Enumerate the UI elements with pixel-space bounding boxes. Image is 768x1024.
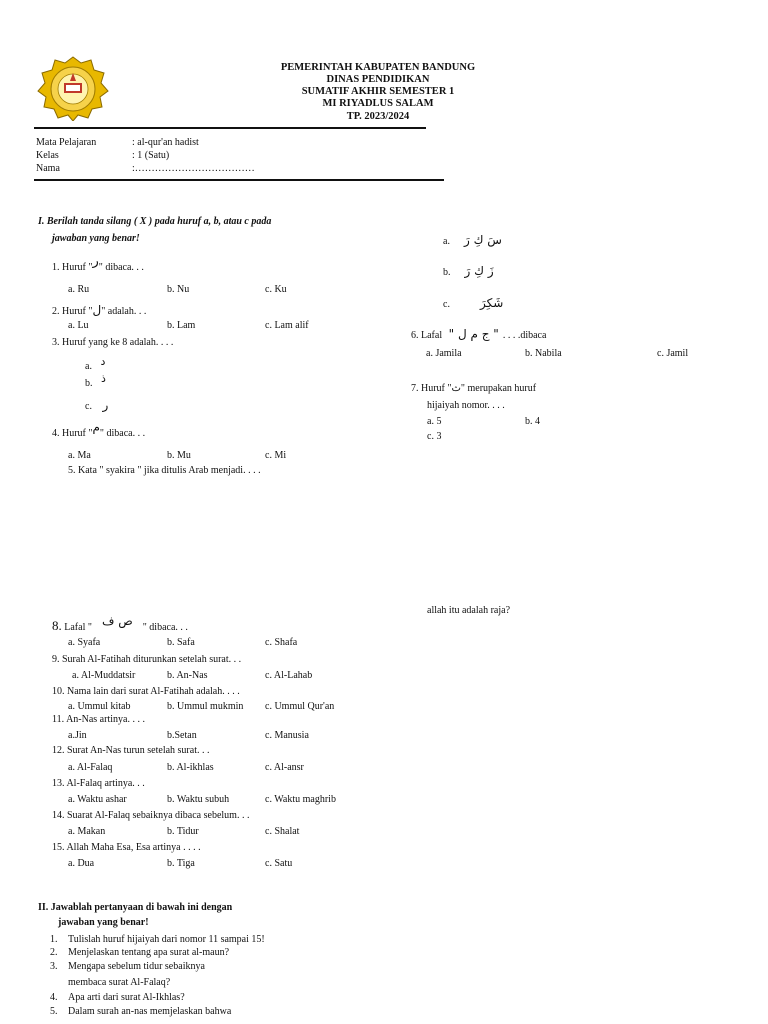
question-13: 13. Al-Falaq artinya. . .: [52, 778, 145, 789]
section2-title: II. Jawablah pertanyaan di bawah ini dengan: [38, 902, 233, 913]
q3-option-a[interactable]: a. د: [85, 355, 106, 372]
q13-option-c[interactable]: c. Waktu maghrib: [265, 794, 336, 805]
essay-item-text: Dalam surah an-nas memjelaskan bahwa: [68, 1006, 232, 1017]
q10-option-c[interactable]: c. Ummul Qur'an: [265, 701, 335, 712]
q11-option-a[interactable]: a.Jin: [68, 730, 87, 741]
q5-option-a[interactable]: a. سَ كِ رَ: [443, 233, 502, 247]
q12-option-a[interactable]: a. Al-Falaq: [68, 762, 113, 773]
question-fragment: allah itu adalah raja?: [427, 605, 511, 616]
class-value: : 1 (Satu): [132, 150, 170, 161]
q10-option-b[interactable]: b. Ummul mukmin: [167, 701, 244, 712]
q10-option-a[interactable]: a. Ummul kitab: [68, 701, 131, 712]
q12-option-b[interactable]: b. Al-ikhlas: [167, 762, 214, 773]
question-11: 11. An-Nas artinya. . . .: [52, 714, 145, 725]
q9-option-b[interactable]: b. An-Nas: [167, 670, 208, 681]
q11-option-b[interactable]: b.Setan: [167, 730, 197, 741]
question-6: 6. Lafal " ج م ل " . . . .dibaca: [411, 327, 547, 341]
question-2: 2. Huruf "ل" adalah. . .: [52, 303, 147, 317]
essay-item-text: Apa arti dari surat Al-Ikhlas?: [68, 992, 185, 1003]
q14-option-b[interactable]: b. Tidur: [167, 826, 199, 837]
school-logo: [36, 55, 110, 121]
essay-item: 3.: [50, 961, 58, 972]
q6-option-c[interactable]: c. Jamil: [657, 348, 689, 359]
essay-item: 5.: [50, 1006, 58, 1017]
q15-option-c[interactable]: c. Satu: [265, 858, 293, 869]
question-14: 14. Suarat Al-Falaq sebaiknya dibaca sebelum. . .: [52, 810, 250, 821]
q2-option-c[interactable]: c. Lam alif: [265, 320, 309, 331]
q1-option-b[interactable]: b. Nu: [167, 284, 190, 295]
question-9: 9. Surah Al-Fatihah diturunkan setelah surat. . .: [52, 654, 242, 665]
subject-value: : al-qur'an hadist: [132, 137, 199, 148]
info-rule: [34, 179, 444, 181]
q15-option-b[interactable]: b. Tiga: [167, 858, 195, 869]
section2-subtitle: jawaban yang benar!: [58, 917, 149, 928]
q7-option-a[interactable]: a. 5: [427, 416, 442, 427]
essay-item-text: Mengapa sebelum tidur sebaiknya: [68, 961, 205, 972]
question-7: 7. Huruf "ث" merupakan huruf: [411, 383, 537, 394]
question-10: 10. Nama lain dari surat Al-Fatihah adalah. . . .: [52, 686, 240, 697]
name-label: Nama: [36, 163, 60, 174]
q2-option-a[interactable]: a. Lu: [68, 320, 89, 331]
section1-title: I. Berilah tanda silang ( X ) pada huruf a, b, atau c pada: [38, 216, 272, 227]
q5-option-c[interactable]: c. شَكِرَ: [443, 296, 504, 310]
q4-option-a[interactable]: a. Ma: [68, 450, 91, 461]
q8-option-b[interactable]: b. Safa: [167, 637, 195, 648]
question-5: 5. Kata " syakira " jika ditulis Arab menjadi. . . .: [68, 465, 261, 476]
header-line-5: TP. 2023/2024: [346, 111, 410, 122]
essay-item-text: Menjelaskan tentang apa surat al-maun?: [68, 947, 230, 958]
q8-option-c[interactable]: c. Shafa: [265, 637, 298, 648]
question-12: 12. Surat An-Nas turun setelah surat. . .: [52, 745, 210, 756]
q6-option-a[interactable]: a. Jamila: [426, 348, 462, 359]
q1-option-a[interactable]: a. Ru: [68, 284, 90, 295]
q4-option-c[interactable]: c. Mi: [265, 450, 287, 461]
question-8: 8. Lafal " ص ف " dibaca. . .: [52, 614, 188, 633]
q7-option-b[interactable]: b. 4: [525, 416, 540, 427]
q8-option-a[interactable]: a. Syafa: [68, 637, 101, 648]
q5-option-b[interactable]: b. زَ كِ رَ: [443, 264, 494, 278]
q3-option-b[interactable]: b. ذ: [85, 372, 106, 389]
name-value: :………………………………: [132, 163, 255, 174]
essay-item: 4.: [50, 992, 58, 1003]
q7-option-c[interactable]: c. 3: [427, 431, 442, 442]
essay-item-text: membaca surat Al-Falaq?: [68, 977, 171, 988]
q6-option-b[interactable]: b. Nabila: [525, 348, 562, 359]
section1-subtitle: jawaban yang benar!: [52, 233, 140, 244]
header-line-1: PEMERINTAH KABUPATEN BANDUNG: [280, 62, 476, 73]
q1-option-c[interactable]: c. Ku: [265, 284, 287, 295]
q12-option-c[interactable]: c. Al-ansr: [265, 762, 304, 773]
header-line-3: SUMATIF AKHIR SEMESTER 1: [301, 86, 455, 97]
essay-item-text: Tulislah huruf hijaiyah dari nomor 11 sampai 15!: [68, 934, 265, 945]
q14-option-a[interactable]: a. Makan: [68, 826, 106, 837]
header-rule: [34, 127, 426, 129]
q13-option-a[interactable]: a. Waktu ashar: [68, 794, 127, 805]
question-4: 4. Huruf "م" dibaca. . .: [52, 420, 146, 439]
question-7-line2: hijaiyah nomor. . . .: [427, 400, 505, 411]
q3-option-c[interactable]: c. ر: [85, 398, 109, 412]
question-15: 15. Allah Maha Esa, Esa artinya . . . .: [52, 842, 201, 853]
q2-option-b[interactable]: b. Lam: [167, 320, 196, 331]
question-1: 1. Huruf "ر" dibaca. . .: [52, 254, 144, 273]
q11-option-c[interactable]: c. Manusia: [265, 730, 309, 741]
question-3: 3. Huruf yang ke 8 adalah. . . .: [52, 337, 174, 348]
header-line-4: MI RIYADLUS SALAM: [322, 98, 434, 109]
header-line-2: DINAS PENDIDIKAN: [326, 74, 430, 85]
subject-label: Mata Pelajaran: [36, 137, 97, 148]
q9-option-c[interactable]: c. Al-Lahab: [265, 670, 313, 681]
q13-option-b[interactable]: b. Waktu subuh: [167, 794, 230, 805]
essay-item: 2.: [50, 947, 58, 958]
q14-option-c[interactable]: c. Shalat: [265, 826, 300, 837]
class-label: Kelas: [36, 150, 59, 161]
q4-option-b[interactable]: b. Mu: [167, 450, 191, 461]
q9-option-a[interactable]: a. Al-Muddatsir: [72, 670, 136, 681]
q15-option-a[interactable]: a. Dua: [68, 858, 95, 869]
essay-item: 1.: [50, 934, 58, 945]
